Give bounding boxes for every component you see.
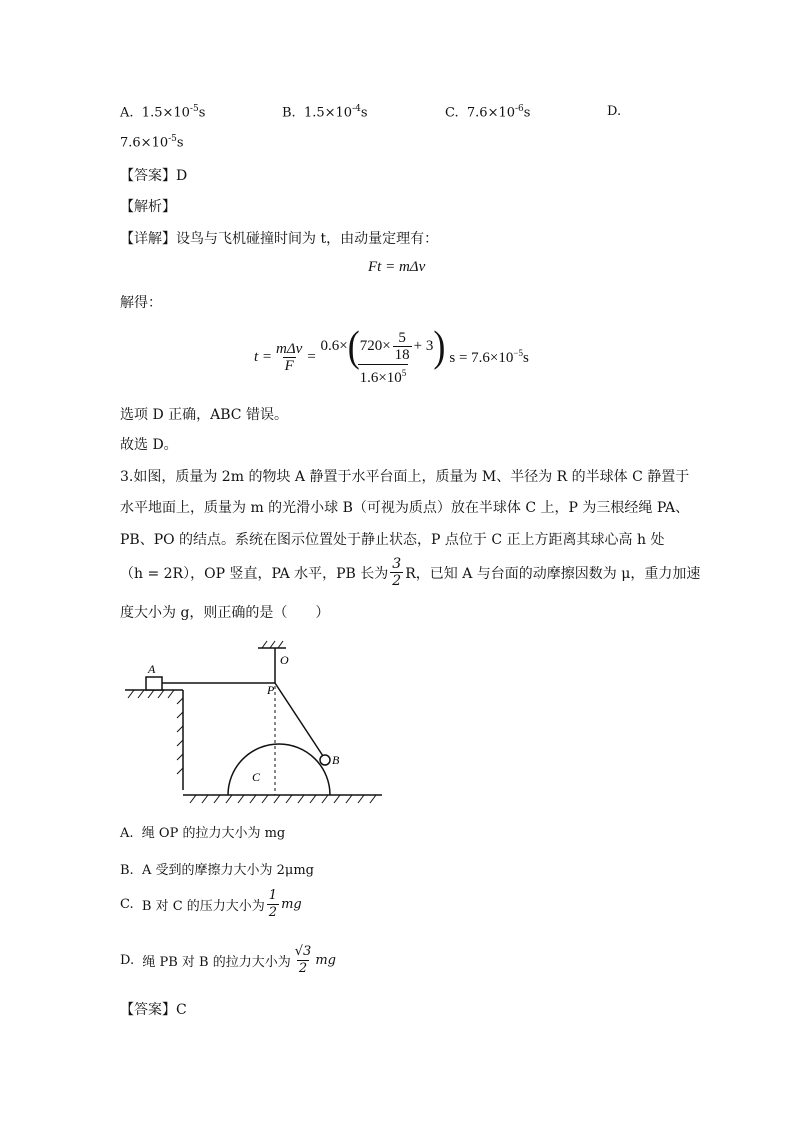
fraction-mdv-f: $\frac{\text{mΔv}}{F}$: [276, 340, 303, 374]
q3-line-2: 水平地面上，质量为 m 的光滑小球 B（可视为质点）放在半球体 C 上，P 为三根经绳 PA、: [120, 500, 690, 516]
choice-b: B. A 受到的摩擦力大小为 2μmg: [120, 863, 314, 878]
option-d-value: $7.6\times 10^{-5}s$: [120, 134, 184, 151]
answer-2: 【答案】C: [120, 1002, 187, 1018]
q3-line-3: PB、PO 的结点。系统在图示位置处于静止状态，P 点位于 C 正上方距离其球心高 h 处: [120, 532, 665, 548]
label-a: A: [148, 662, 156, 676]
conclusion-1: 选项 D 正确，ABC 错误。: [120, 407, 288, 423]
choice-c: C. B 对 C 的压力大小为 $\frac{1}{2}$ mg: [120, 888, 302, 920]
label-b: B: [332, 753, 340, 767]
option-a: A. $1.5\times 10^{-5}s$: [120, 104, 206, 121]
ball-b: [320, 755, 330, 765]
formula-momentum: Ft = mΔv: [368, 259, 426, 275]
option-b: B. $1.5\times 10^{-4}s$: [282, 104, 368, 121]
analysis-heading: 【解析】: [120, 199, 176, 215]
q3-line-1: 3.如图，质量为 2m 的物块 A 静置于水平台面上，质量为 M、半径为 R 的半球体 C 静置于: [120, 469, 690, 485]
choice-a: A. 绳 OP 的拉力大小为 mg: [120, 826, 286, 841]
rope-pb: [275, 683, 323, 756]
option-c: C. $7.6\times 10^{-6}s$: [445, 104, 531, 121]
table-hatch: [128, 690, 174, 698]
option-d-label: D.: [607, 104, 622, 119]
answer-1: 【答案】D: [120, 168, 188, 184]
label-c: C: [252, 770, 261, 784]
detail-text: 【详解】设鸟与飞机碰撞时间为 t，由动量定理有：: [120, 231, 439, 247]
conclusion-2: 故选 D。: [120, 437, 178, 453]
label-o: O: [280, 653, 289, 667]
block-a: [146, 677, 162, 690]
hemisphere-c: [228, 744, 330, 795]
q3-line-4: （h = 2R），OP 竖直，PA 水平，PB 长为 $\frac{3}{2}$ R，已知 A 与台面的动摩擦因数为 μ，重力加速: [120, 556, 701, 589]
physics-diagram: [120, 638, 388, 808]
solve-label: 解得：: [120, 295, 162, 311]
ground-hatch: [190, 795, 376, 803]
choice-d: D. 绳 PB 对 B 的拉力大小为 $\frac{√3}{2}$ mg: [120, 944, 336, 976]
q3-line-5: 度大小为 g，则正确的是（ ）: [120, 605, 330, 621]
fraction-main: 0.6× ( 720× $\frac{5}{18}$ + 3 ) $1.6\times 10^5$: [320, 322, 446, 386]
wall-hatch: [177, 698, 183, 774]
formula-solution: t = $\frac{\text{mΔv}}{F}$ = 0.6× ( 720× $\frac{5}{18}$ + 3 ) $1.6\times 10^5$ $s = 7.6\times 10^{-5}s$: [254, 322, 529, 386]
ceiling-hatch: [262, 641, 283, 648]
label-p: P: [267, 683, 275, 697]
